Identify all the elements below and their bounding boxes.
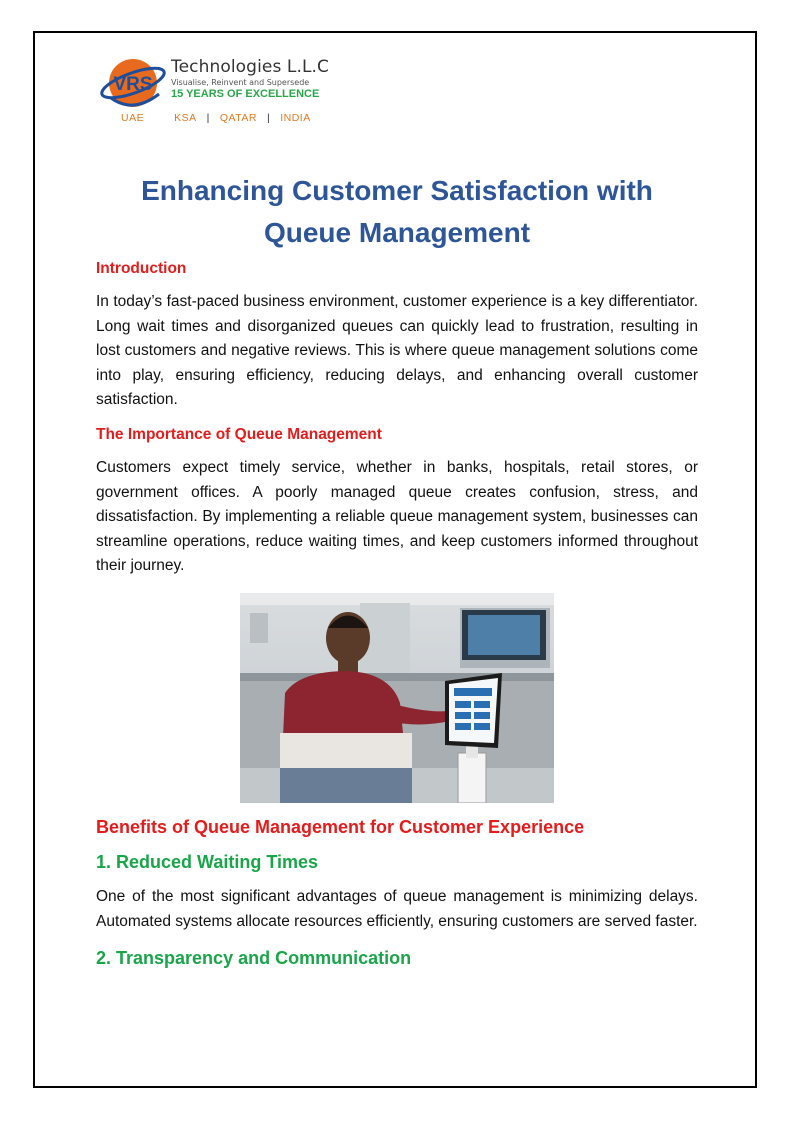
- kiosk-photo: [240, 593, 554, 803]
- company-years: 15 YEARS OF EXCELLENCE: [171, 88, 320, 100]
- intro-paragraph: In today’s fast-paced business environment, customer experience is a key differentiator. Long wait times and disorganized queues can quickly lead to frustration, resulting in lost customers and negative reviews. This is where queue management solutions come into play, ensuring efficiency, reducing delays, and enhancing overall customer satisfaction.: [96, 293, 698, 409]
- importance-heading: The Importance of Queue Management: [96, 425, 382, 443]
- intro-heading: Introduction: [96, 260, 187, 277]
- benefit-2-heading: 2. Transparency and Communication: [96, 948, 412, 969]
- region-uae: UAE: [121, 112, 145, 124]
- region-qatar: QATAR: [219, 112, 257, 124]
- company-logo: [97, 54, 347, 129]
- logo-mark: VRS: [113, 74, 153, 95]
- region-india: INDIA: [280, 112, 311, 124]
- company-name: Technologies L.L.C: [171, 57, 330, 77]
- region-ksa: KSA: [174, 112, 197, 124]
- company-tagline: Visualise, Reinvent and Supersede: [171, 78, 310, 87]
- benefits-heading: Benefits of Queue Management for Customer Experience: [96, 816, 585, 837]
- region-separator: |: [206, 112, 210, 124]
- region-separator: |: [266, 112, 271, 124]
- benefit-1-heading: 1. Reduced Waiting Times: [96, 851, 319, 872]
- vrs-globe-icon: [97, 54, 171, 114]
- page-title: Enhancing Customer Satisfaction with Queue Management: [141, 175, 653, 248]
- document-body: [96, 170, 698, 969]
- region-list: [121, 112, 311, 124]
- benefit-1-paragraph: One of the most significant advantages of queue management is minimizing delays. Automated systems allocate resources efficiently, ensuring customers are served faster.: [96, 887, 698, 930]
- importance-paragraph: Customers expect timely service, whether in banks, hospitals, retail stores, or government offices. A poorly managed queue creates confusion, stress, and dissatisfaction. By implementing a reliable queue management system, businesses can streamline operations, reduce waiting times, and keep customers informed throughout their journey.: [96, 458, 698, 575]
